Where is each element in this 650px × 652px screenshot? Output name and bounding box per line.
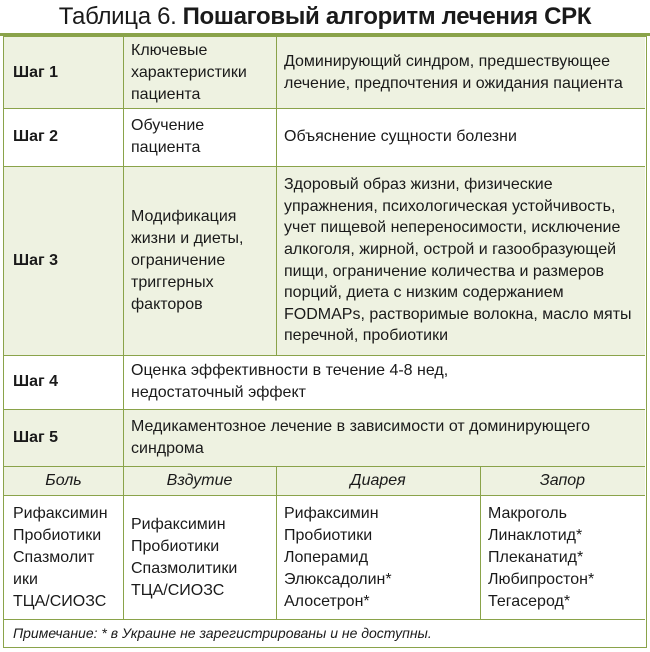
table-number: Таблица 6. xyxy=(58,2,177,30)
table-title-main: Пошаговый алгоритм лечения СРК xyxy=(182,2,592,30)
drugs-diarrhea xyxy=(276,503,480,613)
drug-item: ТЦА/СИОЗС xyxy=(13,593,107,610)
drug-item: Плеканатид* xyxy=(488,549,584,566)
step-1-detail: Доминирующий синдром, предшествующее лечение, предпочтения и ожидания пациента xyxy=(284,52,623,92)
step-1-label: Шаг 1 xyxy=(13,63,58,81)
table-note: Примечание: * в Украине не зарегистрированы и не доступны. xyxy=(13,625,432,641)
symptom-pain: Боль xyxy=(45,471,82,489)
table-title xyxy=(0,0,650,36)
step-5-detail: Медикаментозное лечение в зависимости от доминирующего синдрома xyxy=(131,417,591,457)
drug-item: Элюксадолин* xyxy=(284,571,392,588)
symptom-bloating: Вздутие xyxy=(166,471,233,489)
drug-item: Макроголь xyxy=(488,505,567,522)
drug-item: ТЦА/СИОЗС xyxy=(131,582,225,599)
drug-item: Алосетрон* xyxy=(284,593,370,610)
symptom-diarrhea: Диарея xyxy=(350,471,406,489)
drug-item: Тегасерод* xyxy=(488,593,571,610)
drugs-pain xyxy=(4,503,123,613)
drug-item: Лоперамид xyxy=(284,549,369,566)
step-4-label: Шаг 4 xyxy=(13,373,58,390)
drugs-bloating xyxy=(123,514,276,602)
drug-item: Спазмолитики xyxy=(13,549,95,588)
algorithm-table xyxy=(3,36,647,648)
drug-item: Пробиотики xyxy=(13,527,102,544)
step-3-aspect: Модификация жизни и диеты, ограничение триггерных факторов xyxy=(131,207,244,313)
step-2-detail: Объяснение сущности болезни xyxy=(284,128,517,145)
drug-item: Любипростон* xyxy=(488,571,595,588)
step-3-label: Шаг 3 xyxy=(13,251,58,269)
drug-item: Линаклотид* xyxy=(488,527,583,544)
step-5-label: Шаг 5 xyxy=(13,428,58,446)
drug-item: Рифаксимин xyxy=(284,505,379,522)
step-1-aspect: Ключевые характеристики пациента xyxy=(131,41,247,103)
drug-item: Рифаксимин xyxy=(131,516,226,533)
drug-item: Спазмолитики xyxy=(131,560,238,577)
drug-item: Рифаксимин xyxy=(13,505,108,522)
step-2-aspect: Обучение пациента xyxy=(131,117,205,156)
step-3-detail: Здоровый образ жизни, физические упражнения, психологическая устойчивость, учет пищевой непереносимости, исключение алкоголя, жирной, острой и газообразующей пищи, ограничение количества и размеров порций, диета с низким содержанием FODMAPs, растворимые волокна, масло мяты перечной, пробиотики xyxy=(284,176,632,345)
symptom-constipation: Запор xyxy=(539,471,586,489)
step-4-detail: Оценка эффективности в течение 4-8 нед, недостаточный эффект xyxy=(131,362,449,401)
drugs-constipation xyxy=(480,503,645,613)
drug-item: Пробиотики xyxy=(131,538,220,555)
step-2-label: Шаг 2 xyxy=(13,128,58,145)
drug-item: Пробиотики xyxy=(284,527,373,544)
